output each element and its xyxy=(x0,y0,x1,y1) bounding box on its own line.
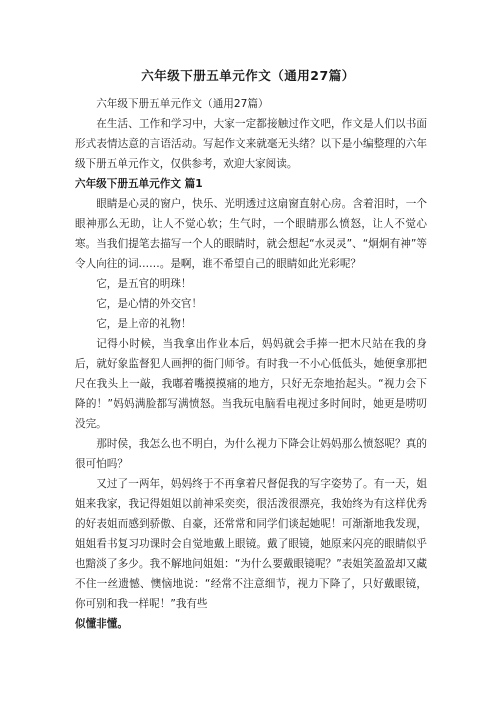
body-paragraph: 眼睛是心灵的窗户，快乐、光明透过这扇窗直射心房。含着泪时，一个眼神那么无助，让人不觉心软；生气时，一个眼睛那么愤怒，让人不觉心寒。当我们提笔去描写一个人的眼睛时，就会想起“水灵灵”、“炯炯有神”等令人向往的词……。是啊，谁不希望自己的眼睛如此光彩呢？ xyxy=(75,198,427,270)
body-paragraph: 它，是五官的明珠！ xyxy=(96,278,192,290)
body-paragraph: 又过了一两年，妈妈终于不再拿着尺督促我的写字姿势了。有一天，姐姐来我家，我记得姐姐以前神采奕奕，很活泼很漂亮，我始终为有这样优秀的好表姐而感到骄傲、自豪，还常常和同学们谈起她呢！可渐渐地我发现，姐姐看书复习功课时会自觉地戴上眼镜。戴了眼镜，她原来闪亮的眼睛似乎也黯淡了多少。我不解地问姐姐：“为什么要戴眼镜呢？”表姐笑盈盈却又藏不住一丝遗憾、懊恼地说：“经常不注意细节，视力下降了，只好戴眼镜，你可别和我一样呢！”我有些 xyxy=(75,478,427,610)
subtitle-paragraph: 六年级下册五单元作文（通用27篇） xyxy=(96,98,269,110)
intro-paragraph: 在生活、工作和学习中，大家一定都接触过作文吧，作文是人们以书面形式表情达意的言语活动。写起作文来就毫无头绪？以下是小编整理的六年级下册五单元作文，仅供参考，欢迎大家阅读。 xyxy=(75,118,427,170)
body-paragraph: 它，是上帝的礼物！ xyxy=(96,318,192,330)
document-title: 六年级下册五单元作文（通用27篇） xyxy=(141,68,355,83)
section-heading: 六年级下册五单元作文 篇1 xyxy=(75,178,203,190)
body-paragraph: 记得小时候，当我拿出作业本后，妈妈就会手捧一把木尺站在我的身后，就好象监督犯人画押的衙门师爷。有时我一不小心低低头，她便拿那把尺在我头上一敲，我嘟着嘴摸摸痛的地方，只好无奈地抬起头。“视力会下降的！”妈妈满脸都写满愤怒。当我玩电脑看电视过多时间时，她更是唠叨没完。 xyxy=(75,338,427,430)
tail-paragraph: 似懂非懂。 xyxy=(75,618,128,630)
body-paragraph: 它，是心情的外交官！ xyxy=(96,298,203,310)
document-body xyxy=(75,94,427,634)
body-paragraph: 那时侯，我怎么也不明白，为什么视力下降会让妈妈那么愤怒呢？真的很可怕吗？ xyxy=(75,438,427,470)
